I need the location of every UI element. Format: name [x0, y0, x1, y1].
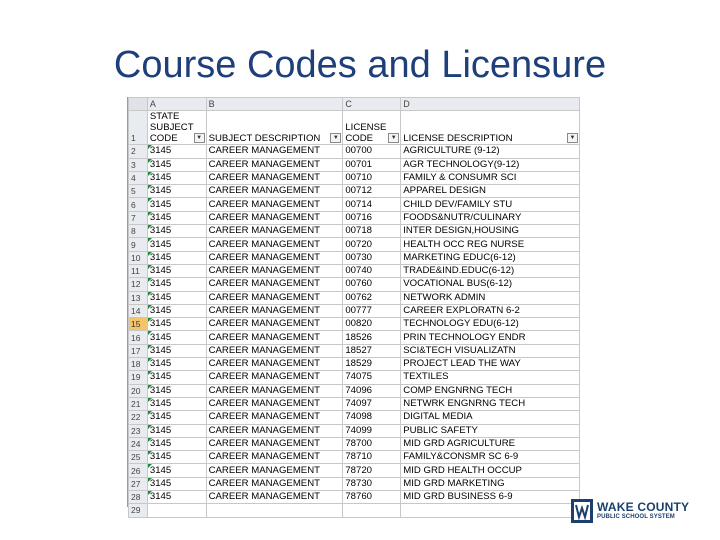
cell-value: 3145: [149, 464, 172, 476]
filter-dropdown-icon[interactable]: ▼: [330, 133, 341, 143]
cell-subject-code[interactable]: [147, 264, 206, 277]
cell-subject-description[interactable]: CAREER MANAGEMENT: [206, 424, 343, 437]
table-row: [129, 397, 580, 410]
cell-subject-code[interactable]: [147, 397, 206, 410]
table-row: [129, 185, 580, 198]
cell-value: 3145: [149, 172, 172, 184]
table-row: [129, 451, 580, 464]
cell-value: 3145: [149, 265, 172, 277]
row-number[interactable]: 9: [129, 238, 148, 251]
error-indicator-icon: [148, 411, 152, 415]
cell-license-code[interactable]: 78710: [343, 451, 401, 464]
row-number[interactable]: 7: [129, 211, 148, 224]
cell-license-description[interactable]: FOODS&NUTR/CULINARY: [401, 211, 580, 224]
row-number[interactable]: 8: [129, 225, 148, 238]
cell-license-description[interactable]: PUBLIC SAFETY: [401, 424, 580, 437]
row-number[interactable]: 2: [129, 145, 148, 158]
cell-license-description[interactable]: MID GRD MARKETING: [401, 477, 580, 490]
row-number[interactable]: 17: [129, 344, 148, 357]
cell-license-description[interactable]: AGRICULTURE (9-12): [401, 145, 580, 158]
empty-cell[interactable]: [401, 504, 580, 517]
cell-license-description[interactable]: MID GRD BUSINESS 6-9: [401, 491, 580, 504]
error-indicator-icon: [148, 278, 152, 282]
error-indicator-icon: [148, 464, 152, 468]
cell-license-code[interactable]: 78720: [343, 464, 401, 477]
error-indicator-icon: [148, 305, 152, 309]
cell-subject-code[interactable]: [147, 331, 206, 344]
cell-license-description[interactable]: TEXTILES: [401, 371, 580, 384]
cell-subject-description[interactable]: CAREER MANAGEMENT: [206, 397, 343, 410]
row-number[interactable]: 16: [129, 331, 148, 344]
cell-subject-code[interactable]: [147, 451, 206, 464]
cell-subject-code[interactable]: [147, 371, 206, 384]
cell-value: 3145: [149, 398, 172, 410]
cell-subject-description[interactable]: CAREER MANAGEMENT: [206, 344, 343, 357]
wcpss-logo-icon: [571, 499, 593, 523]
header-label: LICENSE DESCRIPTION: [403, 133, 513, 145]
cell-license-code[interactable]: 00718: [343, 225, 401, 238]
cell-license-code[interactable]: 00716: [343, 211, 401, 224]
cell-value: 3145: [149, 305, 172, 316]
error-indicator-icon: [148, 159, 152, 163]
column-header-c[interactable]: C: [343, 98, 401, 111]
cell-value: 3145: [149, 185, 172, 197]
row-number[interactable]: 27: [129, 477, 148, 490]
cell-license-code[interactable]: 78760: [343, 491, 401, 504]
header-line: CODE: [149, 133, 178, 145]
cell-subject-code[interactable]: [147, 304, 206, 317]
cell-license-code[interactable]: 00720: [343, 238, 401, 251]
row-number[interactable]: 14: [129, 304, 148, 317]
cell-subject-description[interactable]: CAREER MANAGEMENT: [206, 238, 343, 251]
cell-subject-code[interactable]: [147, 424, 206, 437]
cell-subject-description[interactable]: CAREER MANAGEMENT: [206, 278, 343, 291]
row-number[interactable]: 28: [129, 491, 148, 504]
cell-license-code[interactable]: 74098: [343, 411, 401, 424]
row-number[interactable]: 11: [129, 264, 148, 277]
cell-subject-code[interactable]: [147, 171, 206, 184]
row-number[interactable]: 22: [129, 411, 148, 424]
error-indicator-icon: [148, 212, 152, 216]
cell-license-code[interactable]: 00714: [343, 198, 401, 211]
cell-subject-description[interactable]: CAREER MANAGEMENT: [206, 451, 343, 464]
error-indicator-icon: [148, 371, 152, 375]
error-indicator-icon: [148, 358, 152, 362]
cell-license-code[interactable]: 00820: [343, 318, 401, 331]
cell-subject-code[interactable]: [147, 358, 206, 371]
cell-subject-description[interactable]: CAREER MANAGEMENT: [206, 437, 343, 450]
cell-license-code[interactable]: 18527: [343, 344, 401, 357]
table-row: [129, 145, 580, 158]
table-row: [129, 238, 580, 251]
column-header-row: [129, 98, 580, 111]
column-header-b[interactable]: B: [206, 98, 343, 111]
slide-title: Course Codes and Licensure: [113, 44, 607, 86]
table-row: [129, 331, 580, 344]
cell-value: 3145: [149, 158, 172, 170]
error-indicator-icon: [148, 318, 152, 322]
cell-license-description[interactable]: HEALTH OCC REG NURSE: [401, 238, 580, 251]
cell-value: 3145: [149, 291, 172, 303]
error-indicator-icon: [148, 185, 152, 189]
cell-value: 3145: [149, 424, 172, 436]
error-indicator-icon: [148, 331, 152, 335]
error-indicator-icon: [148, 225, 152, 229]
cell-license-description[interactable]: AGR TECHNOLOGY(9-12): [401, 158, 580, 171]
error-indicator-icon: [148, 345, 152, 349]
cell-license-code[interactable]: 74075: [343, 371, 401, 384]
cell-subject-code[interactable]: [147, 464, 206, 477]
cell-license-description[interactable]: TECHNOLOGY EDU(6-12): [401, 318, 580, 331]
cell-license-description[interactable]: DIGITAL MEDIA: [401, 411, 580, 424]
row-number[interactable]: 21: [129, 397, 148, 410]
table-row: [129, 198, 580, 211]
cell-license-description[interactable]: SCI&TECH VISUALIZATN: [401, 344, 580, 357]
cell-value: 3145: [149, 371, 172, 383]
cell-license-description[interactable]: CAREER EXPLORATN 6-2: [401, 304, 580, 317]
row-number[interactable]: 19: [129, 371, 148, 384]
cell-license-code[interactable]: 74096: [343, 384, 401, 397]
error-indicator-icon: [148, 198, 152, 202]
cell-value: 3145: [149, 238, 172, 250]
cell-subject-code[interactable]: [147, 198, 206, 211]
filter-dropdown-icon[interactable]: ▼: [388, 133, 399, 143]
table-row: [129, 477, 580, 490]
cell-value: 3145: [149, 477, 172, 489]
cell-subject-description[interactable]: CAREER MANAGEMENT: [206, 158, 343, 171]
table-row: [129, 384, 580, 397]
cell-subject-description[interactable]: CAREER MANAGEMENT: [206, 491, 343, 504]
table-row: [129, 278, 580, 291]
empty-cell[interactable]: [206, 504, 343, 517]
cell-license-code[interactable]: 74097: [343, 397, 401, 410]
cell-value: 3145: [149, 411, 172, 423]
cell-license-description[interactable]: MID GRD HEALTH OCCUP: [401, 464, 580, 477]
cell-subject-description[interactable]: CAREER MANAGEMENT: [206, 291, 343, 304]
spreadsheet-grid: [128, 97, 580, 518]
cell-subject-code[interactable]: [147, 344, 206, 357]
cell-subject-description[interactable]: CAREER MANAGEMENT: [206, 225, 343, 238]
error-indicator-icon: [148, 438, 152, 442]
header-label: SUBJECT DESCRIPTION: [208, 133, 321, 145]
cell-subject-code[interactable]: [147, 384, 206, 397]
cell-value: 3145: [149, 451, 172, 463]
error-indicator-icon: [148, 398, 152, 402]
cell-value: 3145: [149, 437, 172, 449]
cell-license-code[interactable]: 00712: [343, 185, 401, 198]
cell-value: 3145: [149, 211, 172, 223]
cell-subject-description[interactable]: CAREER MANAGEMENT: [206, 264, 343, 277]
cell-value: 3145: [149, 278, 172, 290]
cell-license-code[interactable]: 78730: [343, 477, 401, 490]
cell-subject-code[interactable]: [147, 211, 206, 224]
error-indicator-icon: [148, 172, 152, 176]
cell-subject-code[interactable]: [147, 291, 206, 304]
logo-text-primary: WAKE COUNTY: [597, 500, 690, 514]
row-number[interactable]: 24: [129, 437, 148, 450]
header-row: [129, 111, 580, 145]
error-indicator-icon: [148, 491, 152, 495]
cell-subject-code[interactable]: [147, 411, 206, 424]
row-number[interactable]: 20: [129, 384, 148, 397]
error-indicator-icon: [148, 238, 152, 242]
cell-subject-code[interactable]: [147, 278, 206, 291]
cell-license-code[interactable]: 00762: [343, 291, 401, 304]
cell-value: 3145: [149, 225, 172, 237]
cell-value: 3145: [149, 384, 172, 396]
cell-subject-description[interactable]: CAREER MANAGEMENT: [206, 477, 343, 490]
header-cell-license-code[interactable]: [343, 111, 401, 145]
column-header-a[interactable]: A: [147, 98, 206, 111]
header-cell-state-subject-code[interactable]: [147, 111, 206, 145]
table-row: [129, 264, 580, 277]
wcpss-logo: [571, 499, 711, 525]
table-row: [129, 304, 580, 317]
cell-license-code[interactable]: 74099: [343, 424, 401, 437]
row-number[interactable]: 5: [129, 185, 148, 198]
cell-license-description[interactable]: CHILD DEV/FAMILY STU: [401, 198, 580, 211]
logo-text-secondary: PUBLIC SCHOOL SYSTEM: [597, 514, 675, 520]
cell-license-description[interactable]: MID GRD AGRICULTURE: [401, 437, 580, 450]
error-indicator-icon: [148, 385, 152, 389]
row-number[interactable]: 15: [129, 318, 148, 331]
cell-subject-description[interactable]: CAREER MANAGEMENT: [206, 384, 343, 397]
table-row: [129, 358, 580, 371]
cell-subject-description[interactable]: CAREER MANAGEMENT: [206, 171, 343, 184]
cell-license-code[interactable]: 18529: [343, 358, 401, 371]
row-number[interactable]: 1: [129, 111, 148, 145]
table-row: [129, 411, 580, 424]
table-row: [129, 211, 580, 224]
error-indicator-icon: [148, 265, 152, 269]
filter-dropdown-icon[interactable]: ▼: [567, 133, 578, 143]
row-number[interactable]: 29: [129, 504, 148, 517]
cell-license-description[interactable]: VOCATIONAL BUS(6-12): [401, 278, 580, 291]
table-row: [129, 371, 580, 384]
column-header-d[interactable]: D: [401, 98, 580, 111]
cell-license-code[interactable]: 00730: [343, 251, 401, 264]
cell-value: 3145: [149, 491, 172, 503]
cell-value: 3145: [149, 198, 172, 210]
cell-subject-description[interactable]: CAREER MANAGEMENT: [206, 145, 343, 158]
cell-subject-code[interactable]: [147, 251, 206, 264]
cell-subject-code[interactable]: [147, 238, 206, 251]
header-line: LICENSE: [345, 122, 387, 134]
cell-value: 3145: [149, 331, 172, 343]
empty-cell[interactable]: [343, 504, 401, 517]
cell-subject-description[interactable]: CAREER MANAGEMENT: [206, 411, 343, 424]
cell-license-code[interactable]: 00701: [343, 158, 401, 171]
table-row: [129, 424, 580, 437]
table-row: [129, 158, 580, 171]
cell-subject-description[interactable]: CAREER MANAGEMENT: [206, 464, 343, 477]
row-number[interactable]: 6: [129, 198, 148, 211]
cell-license-code[interactable]: 18526: [343, 331, 401, 344]
cell-value: 3145: [149, 251, 172, 263]
row-number[interactable]: 10: [129, 251, 148, 264]
cell-subject-code[interactable]: [147, 185, 206, 198]
cell-license-description[interactable]: MARKETING EDUC(6-12): [401, 251, 580, 264]
error-indicator-icon: [148, 478, 152, 482]
header-cell-license-description[interactable]: [401, 111, 580, 145]
table-row: [129, 464, 580, 477]
row-number[interactable]: 13: [129, 291, 148, 304]
cell-license-description[interactable]: PROJECT LEAD THE WAY: [401, 358, 580, 371]
cell-license-code[interactable]: 00777: [343, 304, 401, 317]
cell-license-code[interactable]: 00740: [343, 264, 401, 277]
select-all-corner[interactable]: [129, 98, 148, 111]
cell-license-description[interactable]: COMP ENGNRNG TECH: [401, 384, 580, 397]
cell-license-description[interactable]: NETWRK ENGNRNG TECH: [401, 397, 580, 410]
cell-subject-description[interactable]: CAREER MANAGEMENT: [206, 304, 343, 317]
empty-cell[interactable]: [147, 504, 206, 517]
header-cell-subject-description[interactable]: [206, 111, 343, 145]
cell-subject-code[interactable]: [147, 318, 206, 331]
filter-dropdown-icon[interactable]: ▼: [194, 133, 205, 143]
row-number[interactable]: 4: [129, 171, 148, 184]
cell-subject-description[interactable]: CAREER MANAGEMENT: [206, 371, 343, 384]
table-row: [129, 171, 580, 184]
cell-license-description[interactable]: APPAREL DESIGN: [401, 185, 580, 198]
table-row: [129, 251, 580, 264]
cell-subject-description[interactable]: CAREER MANAGEMENT: [206, 358, 343, 371]
cell-license-code[interactable]: 00760: [343, 278, 401, 291]
cell-license-code[interactable]: 00710: [343, 171, 401, 184]
table-row: [129, 291, 580, 304]
cell-license-code[interactable]: 00700: [343, 145, 401, 158]
error-indicator-icon: [148, 451, 152, 455]
header-line: CODE: [345, 133, 374, 145]
cell-subject-code[interactable]: [147, 491, 206, 504]
table-row: [129, 318, 580, 331]
cell-subject-description[interactable]: CAREER MANAGEMENT: [206, 318, 343, 331]
cell-subject-description[interactable]: CAREER MANAGEMENT: [206, 198, 343, 211]
table-row: [129, 344, 580, 357]
cell-license-description[interactable]: NETWORK ADMIN: [401, 291, 580, 304]
table-row: [129, 225, 580, 238]
header-line: STATE: [149, 111, 180, 123]
cell-subject-code[interactable]: [147, 477, 206, 490]
row-number[interactable]: 26: [129, 464, 148, 477]
cell-value: 3145: [149, 344, 172, 356]
table-row: [129, 437, 580, 450]
row-number[interactable]: 3: [129, 158, 148, 171]
cell-subject-description[interactable]: CAREER MANAGEMENT: [206, 251, 343, 264]
header-line: SUBJECT: [149, 122, 194, 134]
row-number[interactable]: 12: [129, 278, 148, 291]
cell-subject-description[interactable]: CAREER MANAGEMENT: [206, 331, 343, 344]
cell-license-description[interactable]: INTER DESIGN,HOUSING: [401, 225, 580, 238]
cell-license-description[interactable]: FAMILY&CONSMR SC 6-9: [401, 451, 580, 464]
table-row: [129, 491, 580, 504]
error-indicator-icon: [148, 425, 152, 429]
cell-license-description[interactable]: PRIN TECHNOLOGY ENDR: [401, 331, 580, 344]
cell-license-description[interactable]: FAMILY & CONSUMR SCI: [401, 171, 580, 184]
error-indicator-icon: [148, 292, 152, 296]
error-indicator-icon: [148, 145, 152, 149]
table-row: [129, 504, 580, 517]
row-number[interactable]: 23: [129, 424, 148, 437]
cell-subject-code[interactable]: [147, 225, 206, 238]
row-number[interactable]: 25: [129, 451, 148, 464]
cell-value: 3145: [149, 358, 172, 370]
row-number[interactable]: 18: [129, 358, 148, 371]
spreadsheet: [127, 97, 580, 516]
error-indicator-icon: [148, 252, 152, 256]
cell-value: 3145: [149, 145, 172, 157]
cell-license-description[interactable]: TRADE&IND.EDUC(6-12): [401, 264, 580, 277]
cell-subject-description[interactable]: CAREER MANAGEMENT: [206, 211, 343, 224]
cell-subject-code[interactable]: [147, 145, 206, 158]
cell-license-code[interactable]: 78700: [343, 437, 401, 450]
cell-subject-description[interactable]: CAREER MANAGEMENT: [206, 185, 343, 198]
cell-subject-code[interactable]: [147, 437, 206, 450]
cell-subject-code[interactable]: [147, 158, 206, 171]
cell-value: 3145: [149, 318, 172, 330]
